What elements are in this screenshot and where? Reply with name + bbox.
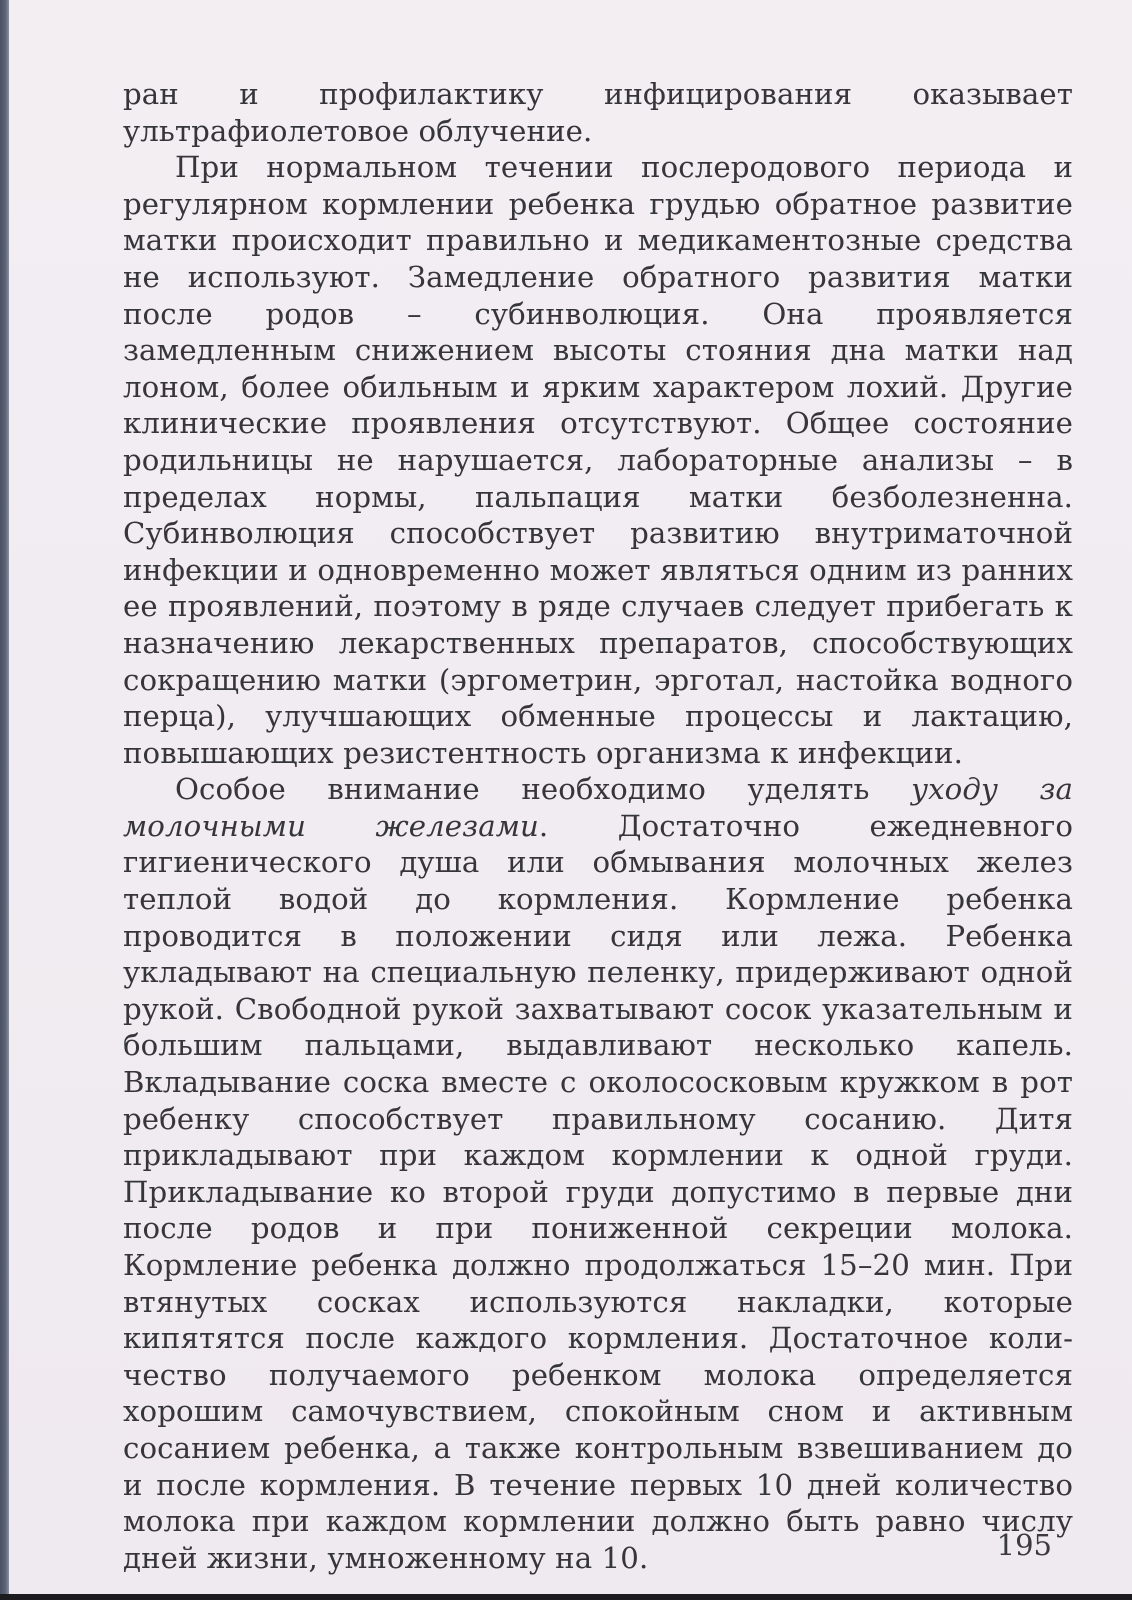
book-binding-edge xyxy=(0,0,9,1600)
emphasis-breast-care: уходу за молочными железами xyxy=(123,772,1074,843)
page-number: 195 xyxy=(996,1528,1052,1562)
body-text xyxy=(123,76,1073,1576)
paragraph-breast-care-lead: Особое внимание необходимо уделять xyxy=(175,772,912,807)
paragraph-breast-care-body: . Достаточно ежедневного гигиенического душа или обмывания молочных желез теплой водой до кормления. Кормление ребенка проводится в положении сидя или лежа. Ребенка укладывают на специальную пеленку, придерживают одной рукой. Свободной рукой захватывают сосок указательным и большим пальцами, выдавливают несколько капель. Вкладывание соска вместе с околососковым кружком в рот ребенку способствует правильному сосанию. Дитя прикладывают при каждом кормлении к одной груди. Прикладывание ко второй груди допустимо в первые дни после родов и при пониженной секреции молока. Кормление ребенка должно продолжаться 15–20 мин. При втянутых сосках используются накладки, которые кипятятся после каждого кормления. Достаточное количество получаемого ребенком молока определяется хорошим самочувствием, спокойным сном и активным сосанием ребенка, а также контрольным взвешиванием до и после кормления. В течение первых 10 дней количество молока при каждом кормлении должно быть равно числу дней жизни, умноженному на 10. xyxy=(123,808,1073,1575)
page-bottom-edge xyxy=(0,1594,1132,1600)
paragraph-subinvolution: При нормальном течении послеродового периода и регулярном кормлении ребенка грудью обратное развитие матки происходит правильно и медикаментозные средства не используют. Замедление обратного развития матки после родов – субинволюция. Она проявляется замедленным снижением высоты стояния дна матки над лоном, более обильным и ярким характером лохий. Другие клинические проявления отсутствуют. Общее состояние родильницы не нарушается, лабораторные анализы – в пределах нормы, пальпация матки безболезненна. Субинволюция способствует развитию внутриматочной инфекции и одновременно может являться одним из ранних ее проявлений, поэтому в ряде случаев следует прибегать к назначению лекарственных препаратов, способствующих сокращению матки (эргометрин, эрготал, настойка водного перца), улучшающих обменные процессы и лактацию, повышающих резистентность организма к инфекции. xyxy=(123,150,1073,770)
paragraph-continuation: ран и профилактику инфицирования оказывает ультрафиолетовое облучение. xyxy=(123,77,1073,148)
paragraph-breast-care xyxy=(123,771,1073,1576)
